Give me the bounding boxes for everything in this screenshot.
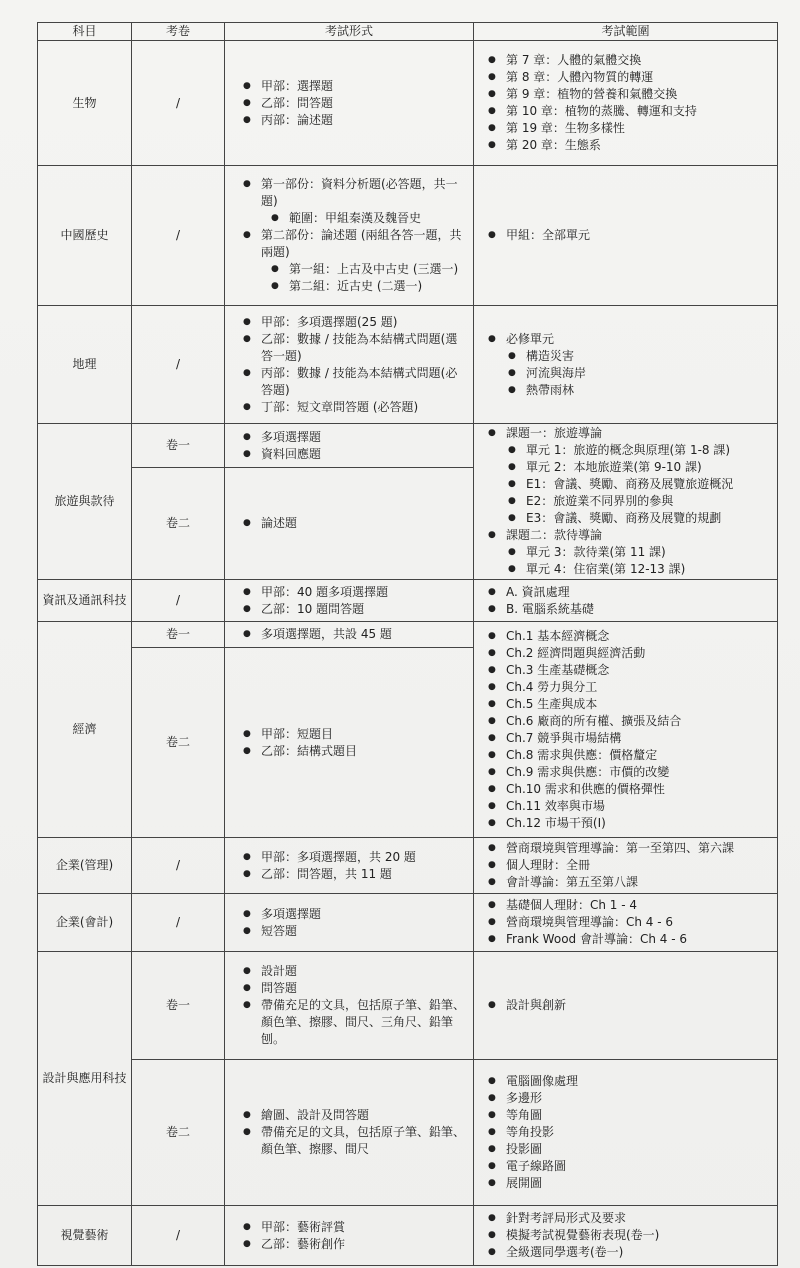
list-item: ● 第二組：近古史 (二選一) xyxy=(289,278,465,295)
list-item: ● 構造災害 xyxy=(526,348,769,365)
list-item: ● Ch.8 需求與供應：價格釐定 xyxy=(506,747,773,764)
list-item: ● 甲組：全部單元 xyxy=(506,227,773,244)
list-item: ● 等角圖 xyxy=(506,1107,773,1124)
list-item: ● 範圍：甲組秦漢及魏晉史 xyxy=(289,210,465,227)
list-item: ● 單元 3：款待業(第 11 課) xyxy=(526,544,769,561)
list-item: ● 丁部：短文章問答題 (必答題) xyxy=(261,399,469,416)
row-visual-arts xyxy=(38,1206,778,1266)
list-item: ● 單元 4：住宿業(第 12-13 課) xyxy=(526,561,769,578)
list-item: ● Ch.3 生產基礎概念 xyxy=(506,662,773,679)
list-item: ● 投影圖 xyxy=(506,1141,773,1158)
list-item xyxy=(261,176,469,227)
list-item: ● 營商環境與管理導論：Ch 4 - 6 xyxy=(506,914,773,931)
list-item: ● 甲部：40 題多項選擇題 xyxy=(261,584,469,601)
list-item: ● 帶備充足的文具，包括原子筆、鉛筆、顏色筆、擦膠、間尺 xyxy=(261,1124,469,1158)
list-item: ● 第 20 章：生態系 xyxy=(506,137,773,154)
list-item: ● 河流與海岸 xyxy=(526,365,769,382)
subject-cell: 中國歷史 xyxy=(38,166,132,306)
list-item: ● 乙部：問答題，共 11 題 xyxy=(261,866,469,883)
subject-cell: 資訊及通訊科技 xyxy=(38,580,132,622)
list-item: ● E2：旅遊業不同界別的參與 xyxy=(526,493,769,510)
list-item: ● 問答題 xyxy=(261,980,469,997)
list-item: ● 丙部：論述題 xyxy=(261,112,469,129)
list-item: ● 熱帶雨林 xyxy=(526,382,769,399)
list-item: ● Ch.4 勞力與分工 xyxy=(506,679,773,696)
exam-schedule-table xyxy=(37,22,778,1266)
row-bafs-management xyxy=(38,838,778,894)
list-item: ● 乙部：問答題 xyxy=(261,95,469,112)
list-item: ● 甲部：短題目 xyxy=(261,726,469,743)
paper-cell: / xyxy=(132,1206,225,1266)
subject-cell: 旅遊與款待 xyxy=(38,424,132,580)
list-item: ● 第 19 章：生物多樣性 xyxy=(506,120,773,137)
list-item: ● 第 8 章：人體內物質的轉運 xyxy=(506,69,773,86)
list-item: ● 多項選擇題，共設 45 題 xyxy=(261,626,469,643)
subject-cell: 企業(管理) xyxy=(38,838,132,894)
list-item: ● 展開圖 xyxy=(506,1175,773,1192)
header-paper: 考卷 xyxy=(132,23,225,41)
row-geography xyxy=(38,306,778,424)
list-item: ● 會計導論：第五至第八課 xyxy=(506,874,773,891)
header-format: 考試形式 xyxy=(225,23,474,41)
scope-cell xyxy=(474,41,778,166)
subject-cell: 企業(會計) xyxy=(38,894,132,952)
list-item: ● 第 7 章：人體的氣體交換 xyxy=(506,52,773,69)
list-item: ● 資料回應題 xyxy=(261,446,469,463)
subject-cell: 生物 xyxy=(38,41,132,166)
list-item: ● Ch.7 競爭與市場結構 xyxy=(506,730,773,747)
scope-cell xyxy=(474,306,778,424)
list-item: ● Ch.12 市場干預(I) xyxy=(506,815,773,832)
subject-cell: 地理 xyxy=(38,306,132,424)
list-item: ● 模擬考試視覺藝術表現(卷一) xyxy=(506,1227,773,1244)
scope-cell xyxy=(474,424,778,580)
format-cell xyxy=(225,838,474,894)
subject-cell: 設計與應用科技 xyxy=(38,952,132,1206)
list-item: ● E3：會議、獎勵、商務及展覽的規劃 xyxy=(526,510,769,527)
paper-cell: / xyxy=(132,580,225,622)
list-item: ● 論述題 xyxy=(261,515,469,532)
list-item: ● 丙部：數據 / 技能為本結構式問題(必答題) xyxy=(261,365,469,399)
list-item xyxy=(506,425,773,527)
list-item: ● 乙部：10 題問答題 xyxy=(261,601,469,618)
list-item: ● 設計與創新 xyxy=(506,997,773,1014)
list-item: ● 等角投影 xyxy=(506,1124,773,1141)
list-item xyxy=(506,331,773,399)
paper-cell: 卷二 xyxy=(132,648,225,838)
list-item: ● Ch.10 需求和供應的價格彈性 xyxy=(506,781,773,798)
format-cell xyxy=(225,894,474,952)
paper-cell: 卷二 xyxy=(132,468,225,580)
list-item: ● Ch.9 需求與供應：市價的改變 xyxy=(506,764,773,781)
paper-cell: / xyxy=(132,306,225,424)
paper-cell: 卷一 xyxy=(132,424,225,468)
header-scope: 考試範圍 xyxy=(474,23,778,41)
scope-cell xyxy=(474,838,778,894)
subject-cell: 視覺藝術 xyxy=(38,1206,132,1266)
scope-cell xyxy=(474,166,778,306)
row-dat-paper2 xyxy=(38,1060,778,1206)
list-item: ● 多項選擇題 xyxy=(261,906,469,923)
list-item: ● 全級選同學選考(卷一) xyxy=(506,1244,773,1261)
format-cell xyxy=(225,622,474,648)
list-item: ● Ch.11 效率與市場 xyxy=(506,798,773,815)
list-item-text: 必修單元 xyxy=(506,331,555,346)
row-tourism-paper1 xyxy=(38,424,778,468)
header-row xyxy=(38,23,778,41)
list-item: ● 第 10 章：植物的蒸騰、轉運和支持 xyxy=(506,103,773,120)
format-cell xyxy=(225,1206,474,1266)
list-item: ● 多邊形 xyxy=(506,1090,773,1107)
list-item: ● 甲部：多項選擇題，共 20 題 xyxy=(261,849,469,866)
list-item: ● 甲部：多項選擇題(25 題) xyxy=(261,314,469,331)
scope-cell xyxy=(474,894,778,952)
paper-cell: / xyxy=(132,894,225,952)
list-item: ● 電腦圖像處理 xyxy=(506,1073,773,1090)
list-item xyxy=(506,527,773,578)
list-item: ● B. 電腦系統基礎 xyxy=(506,601,773,618)
list-item: ● 乙部：數據 / 技能為本結構式問題(選答一題) xyxy=(261,331,469,365)
list-item-text: 第一部份：資料分析題(必答題，共一題) xyxy=(261,177,458,208)
list-item: ● 基礎個人理財：Ch 1 - 4 xyxy=(506,897,773,914)
row-economics-paper1 xyxy=(38,622,778,648)
list-item: ● A. 資訊處理 xyxy=(506,584,773,601)
row-dat-paper1 xyxy=(38,952,778,1060)
list-item: ● 第 9 章：植物的營養和氣體交換 xyxy=(506,86,773,103)
list-item: ● 短答題 xyxy=(261,923,469,940)
list-item: ● 多項選擇題 xyxy=(261,429,469,446)
format-cell xyxy=(225,648,474,838)
paper-cell: / xyxy=(132,41,225,166)
format-cell xyxy=(225,41,474,166)
list-item: ● 甲部：藝術評賞 xyxy=(261,1219,469,1236)
row-chinese-history xyxy=(38,166,778,306)
row-bafs-accounting xyxy=(38,894,778,952)
list-item: ● Ch.6 廠商的所有權、擴張及結合 xyxy=(506,713,773,730)
paper-cell: 卷一 xyxy=(132,622,225,648)
format-cell xyxy=(225,424,474,468)
list-item-text: 課題二：款待導論 xyxy=(506,528,603,542)
list-item: ● 繪圖、設計及問答題 xyxy=(261,1107,469,1124)
list-item: ● 營商環境與管理導論：第一至第四、第六課 xyxy=(506,840,773,857)
list-item: ● E1：會議、獎勵、商務及展覽旅遊概況 xyxy=(526,476,769,493)
scope-cell xyxy=(474,622,778,838)
format-cell xyxy=(225,306,474,424)
row-ict xyxy=(38,580,778,622)
paper-cell: / xyxy=(132,838,225,894)
list-item: ● 單元 2：本地旅遊業(第 9-10 課) xyxy=(526,459,769,476)
list-item: ● Ch.2 經濟問題與經濟活動 xyxy=(506,645,773,662)
paper-cell: 卷二 xyxy=(132,1060,225,1206)
list-item: ● 乙部：結構式題目 xyxy=(261,743,469,760)
scope-cell xyxy=(474,952,778,1060)
format-cell xyxy=(225,580,474,622)
list-item: ● Ch.5 生產與成本 xyxy=(506,696,773,713)
list-item-text: 第二部份：論述題 (兩組各答一題，共兩題) xyxy=(261,228,462,259)
scope-cell xyxy=(474,1060,778,1206)
format-cell xyxy=(225,166,474,306)
header-subject: 科目 xyxy=(38,23,132,41)
format-cell xyxy=(225,952,474,1060)
list-item: ● 電子線路圖 xyxy=(506,1158,773,1175)
list-item: ● Ch.1 基本經濟概念 xyxy=(506,628,773,645)
format-cell xyxy=(225,1060,474,1206)
list-item: ● 帶備充足的文具，包括原子筆、鉛筆、顏色筆、擦膠、間尺、三角尺、鉛筆刨。 xyxy=(261,997,469,1048)
scope-cell xyxy=(474,1206,778,1266)
list-item: ● Frank Wood 會計導論：Ch 4 - 6 xyxy=(506,931,773,948)
paper-cell: / xyxy=(132,166,225,306)
list-item-text: 課題一：旅遊導論 xyxy=(506,426,603,440)
list-item: ● 設計題 xyxy=(261,963,469,980)
scope-cell xyxy=(474,580,778,622)
subject-cell: 經濟 xyxy=(38,622,132,838)
list-item: ● 個人理財：全冊 xyxy=(506,857,773,874)
list-item: ● 乙部：藝術創作 xyxy=(261,1236,469,1253)
list-item: ● 單元 1：旅遊的概念與原理(第 1-8 課) xyxy=(526,442,769,459)
list-item: ● 針對考評局形式及要求 xyxy=(506,1210,773,1227)
list-item: ● 第一組：上古及中古史 (三選一) xyxy=(289,261,465,278)
format-cell xyxy=(225,468,474,580)
paper-cell: 卷一 xyxy=(132,952,225,1060)
list-item: ● 甲部：選擇題 xyxy=(261,78,469,95)
list-item xyxy=(261,227,469,295)
row-biology xyxy=(38,41,778,166)
